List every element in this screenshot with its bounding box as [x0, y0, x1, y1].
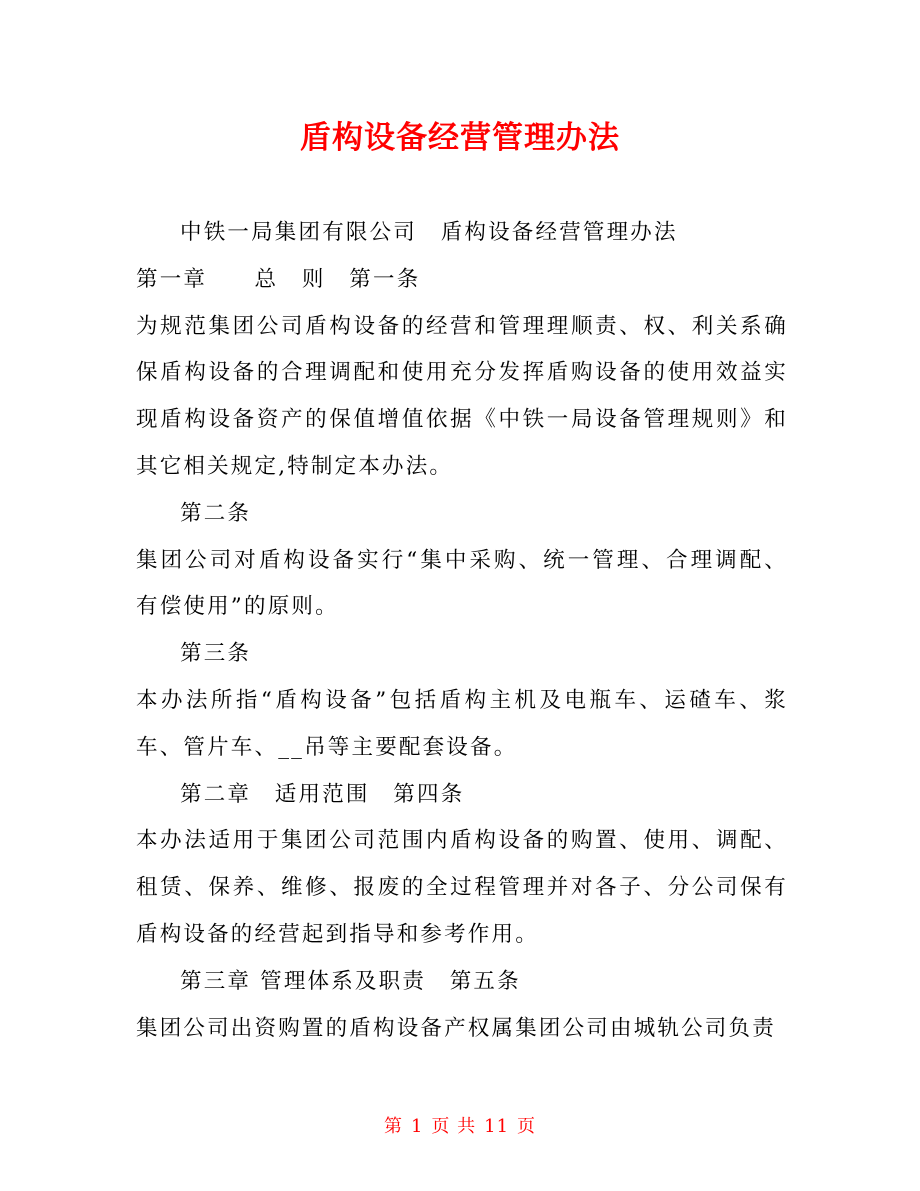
- footer-total-pages: 11: [484, 1116, 510, 1137]
- page-title: 盾构设备经营管理办法: [300, 120, 620, 156]
- paragraph-article-4-body: 本办法适用于集团公司范围内盾构设备的购置、使用、调配、租赁、保养、维修、报废的全过程管理并对各子、分公司保有盾构设备的经营起到指导和参考作用。: [136, 828, 788, 947]
- footer-mid: 页 共: [431, 1116, 477, 1137]
- paragraph-article-3-heading: 第三条: [180, 641, 252, 667]
- paragraph-chapter-2-heading: 第二章 适用范围 第四条: [180, 781, 465, 807]
- footer-suffix: 页: [517, 1116, 537, 1137]
- paragraph-article-2-heading: 第二条: [180, 500, 252, 526]
- paragraph-article-1-body: 为规范集团公司盾构设备的经营和管理理顺责、权、利关系确保盾构设备的合理调配和使用充分发挥盾购设备的使用效益实现盾构设备资产的保值增值依据《中铁一局设备管理规则》和其它相关规定,特制定本办法。: [136, 313, 788, 479]
- paragraph-chapter-3-heading: 第三章 管理体系及职责 第五条: [180, 968, 521, 994]
- paragraph-company-heading: 中铁一局集团有限公司 盾构设备经营管理办法: [180, 220, 678, 245]
- page-footer: [0, 1112, 920, 1138]
- paragraph-chapter-1-heading: 第一章 总 则 第一条: [136, 266, 421, 292]
- paragraph-article-5-body: 集团公司出资购置的盾构设备产权属集团公司由城轨公司负责: [136, 1015, 776, 1041]
- document-body: [136, 210, 788, 1052]
- footer-current-page: 1: [410, 1116, 424, 1137]
- paragraph-article-2-body: 集团公司对盾构设备实行“集中采购、统一管理、合理调配、有偿使用”的原则。: [136, 547, 788, 620]
- paragraph-article-3-body: 本办法所指“盾构设备”包括盾构主机及电瓶车、运碴车、浆车、管片车、__吊等主要配套设备。: [136, 687, 788, 760]
- footer-prefix: 第: [383, 1116, 403, 1137]
